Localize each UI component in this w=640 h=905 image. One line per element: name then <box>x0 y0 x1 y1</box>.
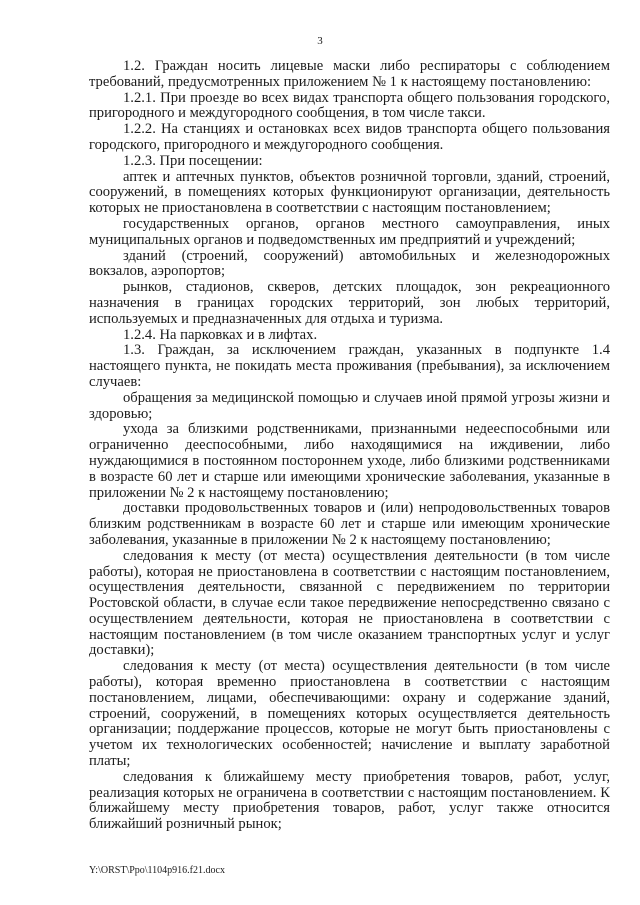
paragraph-1-2: 1.2. Граждан носить лицевые маски либо респираторы с соблюдением требований, предусмотренных приложением № 1 к настоящему постановлению: <box>89 58 610 90</box>
paragraph-1-2-3: 1.2.3. При посещении: <box>123 152 263 169</box>
paragraph-work-commute: следования к месту (от места) осуществления деятельности (в том числе работы), которая не приостановлена в соответствии с настоящим постановлением, осуществления деятельности, связанной с передвижением по территории Ростовской области, в случае если такое передвижение непосредственно связано с осуществлением деятельности, которая не приостановлена в соответствии с настоящим постановлением (в том числе оказанием транспортных услуг и услуг доставки); <box>89 547 610 659</box>
paragraph-1-2-1: 1.2.1. При проезде во всех видах транспорта общего пользования городского, пригородного и междугородного сообщения, в том числе такси. <box>89 89 610 122</box>
paragraph-goods-delivery: доставки продовольственных товаров и (или) непродовольственных товаров близким родственникам в возрасте 60 лет и старше или имеющим хронические заболевания, указанные в приложении № 2 к настоящему постановлению; <box>89 500 610 548</box>
page-number: 3 <box>317 35 323 47</box>
footer-file-path: Y:\ORST\Ppo\1104p916.f21.docx <box>89 865 225 876</box>
paragraph-1-2-2: 1.2.2. На станциях и остановках всех видов транспорта общего пользования городского, пригородного и междугородного сообщения. <box>89 121 610 153</box>
paragraph-government-bodies: государственных органов, органов местного самоуправления, иных муниципальных органов и подведомственных им предприятий и учреждений; <box>89 215 610 248</box>
paragraph-nearest-shop: следования к ближайшему месту приобретения товаров, работ, услуг, реализация которых не ограничена в соответствии с настоящим постановлением. К ближайшему месту приобретения товаров, работ, услуг также относится ближайший розничный рынок; <box>89 768 610 833</box>
paragraph-suspended-work-commute: следования к месту (от места) осуществления деятельности (в том числе работы), которая временно приостановлена в соответствии с настоящим постановлением, лицами, обеспечивающими: охрану и содержание зданий, строений, сооружений, в помещениях которых осуществляется деятельность организации; поддержание процессов, которые не могут быть приостановлены с учетом их технологических особенностей; начисление и выплату заработной платы; <box>89 658 610 770</box>
paragraph-relatives-care: ухода за близкими родственниками, признанными недееспособными или ограниченно дееспособными, либо находящимися на иждивении, либо нуждающимися в постоянном постороннем уходе, либо близкими родственниками в возрасте 60 лет и старше или имеющими хронические заболевания, указанные в приложении № 2 к настоящему постановлению; <box>89 421 610 501</box>
paragraph-stations-airports: зданий (строений, сооружений) автомобильных и железнодорожных вокзалов, аэропортов; <box>89 247 610 280</box>
paragraph-pharmacies-retail: аптек и аптечных пунктов, объектов розничной торговли, зданий, строений, сооружений, в помещениях которых функционируют организации, деятельность которых не приостановлена в соответствии с настоящим постановлением; <box>89 168 610 217</box>
paragraph-markets-recreation: рынков, стадионов, скверов, детских площадок, зон рекреационного назначения в границах городских территорий, зон любых территорий, используемых и предназначенных для отдыха и туризма. <box>89 279 610 327</box>
paragraph-medical-help: обращения за медицинской помощью и случаев иной прямой угрозы жизни и здоровью; <box>89 389 610 422</box>
paragraph-1-2-4: 1.2.4. На парковках и в лифтах. <box>123 326 318 343</box>
paragraph-1-3: 1.3. Граждан, за исключением граждан, указанных в подпункте 1.4 настоящего пункта, не покидать места проживания (пребывания), за исключением случаев: <box>89 342 610 390</box>
document-body <box>89 59 610 833</box>
